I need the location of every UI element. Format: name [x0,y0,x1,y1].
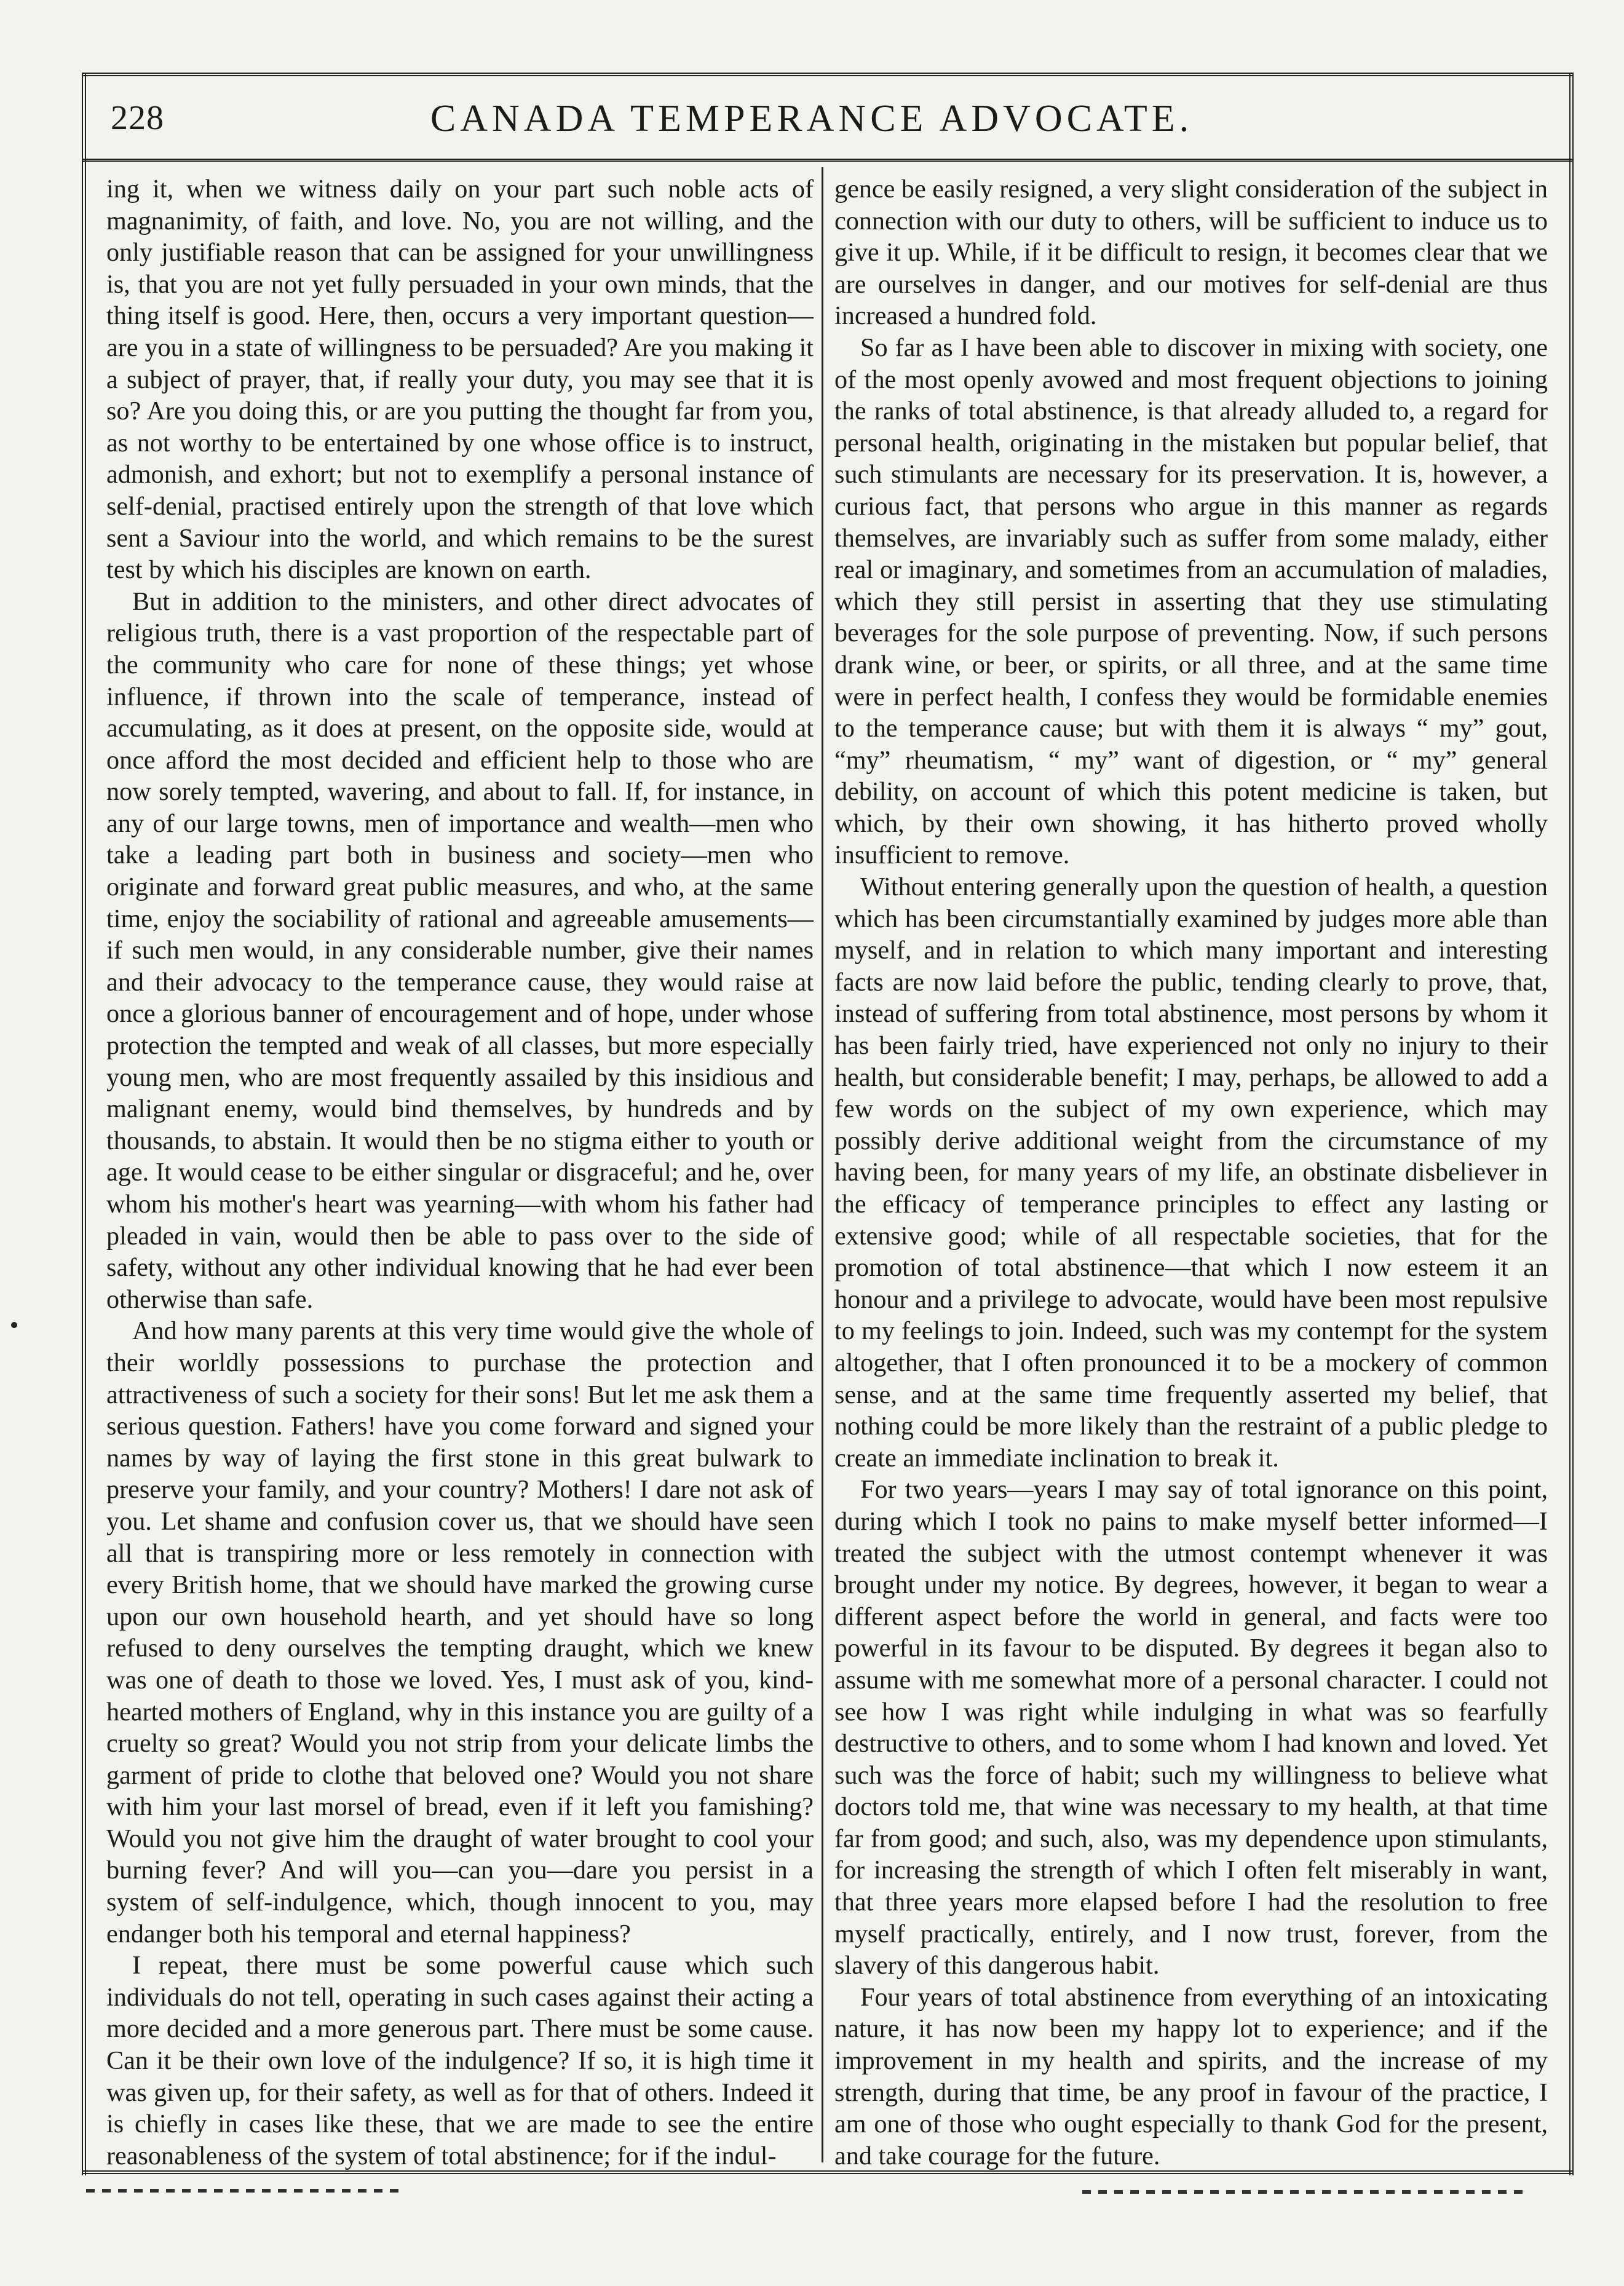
right-paragraph-5: Four years of total abstinence from everything of an intoxicating nature, it has now been my happy lot to experience; and if the improvement in my health and spirits, and the increase of my strength, during that time, be any proof in favour of the practice, I am one of those who ought especially to thank God for the present, and take courage for the future. [834,1982,1548,2170]
print-noise [1082,2190,1525,2194]
right-paragraph-1: gence be easily resigned, a very slight consideration of the subject in connection with our duty to others, will be sufficient to induce us to give it up. While, if it be difficult to resign, it becomes clear that we are ourselves in danger, and our motives for self-denial are thus increased a hundred fold. [834,175,1548,331]
right-paragraph-4: For two years—years I may say of total ignorance on this point, during which I took no pains to make myself better informed—I treated the subject with the utmost contempt whenever it was brought under my notice. By degrees, however, it began to wear a different aspect before the world in general, and facts were too powerful in its favour to be disputed. By degrees it began also to assume with me somewhat more of a personal character. I could not see how I was right while indulging in what was so fearfully destructive to others, and to some whom I had known and loved. Yet such was the force of habit; such my willingness to believe what doctors told me, that wine was necessary to my health, at that time far from good; and such, also, was my dependence upon stimulants, for increasing the strength of which I often felt miserably in want, that three years more elapsed before I had the resolution to free myself practically, entirely, and I now trust, forever, from the slavery of this dangerous habit. [834,1475,1548,1980]
left-paragraph-4: I repeat, there must be some powerful cause which such individuals do not tell, operating in such cases against their acting a more decided and a more generous part. There must be some cause. Can it be their own love of the indulgence? If so, it is high time it was given up, for their safety, as well as for that of others. Indeed it is chiefly in cases like these, that we are made to see the entire reasonableness of the system of total abstinence; for if the indul- [106,1951,814,2170]
ink-speck [11,1322,17,1328]
right-column [834,173,1548,2172]
right-paragraph-3: Without entering generally upon the question of health, a question which has been circumstantially examined by judges more able than myself, and in relation to which many important and interesting facts are now laid before the public, tending clearly to prove, that, instead of suffering from total abstinence, most persons by whom it has been fairly tried, have experienced not only no injury to their health, but considerable benefit; I may, perhaps, be allowed to add a few words on the subject of my own experience, which may possibly derive additional weight from the circumstance of my having been, for many years of my life, an obstinate disbeliever in the efficacy of temperance principles to effect any lasting or extensive good; while of all respectable societies, that for the promotion of total abstinence—that which I now esteem it an honour and a privilege to advocate, would have been most repulsive to my feelings to join. Indeed, such was my contempt for the system altogether, that I often pronounced it to be a mockery of common sense, and at the same time frequently asserted my belief, that nothing could be more likely than the restraint of a public pledge to create an immediate inclination to break it. [834,872,1548,1473]
left-paragraph-2: But in addition to the ministers, and other direct advocates of religious truth, there is a vast proportion of the respectable part of the community who care for none of these things; yet whose influence, if thrown into the scale of temperance, instead of accumulating, as it does at present, on the opposite side, would at once afford the most decided and efficient help to those who are now sorely tempted, wavering, and about to fall. If, for instance, in any of our large towns, men of importance and wealth—men who take a leading part both in business and society—men who originate and forward great public measures, and who, at the same time, enjoy the sociability of rational and agreeable amusements—if such men would, in any considerable number, give their names and their advocacy to the temperance cause, they would raise at once a glorious banner of encouragement and of hope, under whose protection the tempted and weak of all classes, but more especially young men, who are most frequently assailed by this insidious and malignant enemy, would bind themselves, by hundreds and by thousands, to abstain. It would then be no stigma either to youth or age. It would cease to be either singular or disgraceful; and he, over whom his mother's heart was yearning—with whom his father had pleaded in vain, would then be able to pass over to the side of safety, without any other individual knowing that he had ever been otherwise than safe. [106,587,814,1314]
left-paragraph-3: And how many parents at this very time would give the whole of their worldly possessions to purchase the protection and attractiveness of such a society for their sons! But let me ask them a serious question. Fathers! have you come forward and signed your names by way of laying the first stone in this great bulwark to preserve your family, and your country? Mothers! I dare not ask of you. Let shame and confusion cover us, that we should have seen all that is transpiring more or less remotely in connection with every British home, that we should have marked the growing curse upon our own household hearth, and yet should have so long refused to deny ourselves the tempting draught, which we knew was one of death to those we loved. Yes, I must ask of you, kind-hearted mothers of England, why in this instance you are guilty of a cruelty so great? Would you not strip from your delicate limbs the garment of pride to clothe that beloved one? Would you not share with him your last morsel of bread, even if it left you famishing? Would you not give him the draught of water brought to cool your burning fever? And will you—can you—dare you persist in a system of self-indulgence, which, though innocent to you, may endanger both his temporal and eternal happiness? [106,1316,814,1948]
print-noise [86,2189,406,2193]
masthead-title: CANADA TEMPERANCE ADVOCATE. [430,98,1194,140]
header-rule [82,159,1574,162]
page-number: 228 [111,99,164,137]
left-column [106,173,814,2172]
left-paragraph-1: ing it, when we witness daily on your part such noble acts of magnanimity, of faith, and love. No, you are not willing, and the only justifiable reason that can be assigned for your unwillingness is, that you are not yet fully persuaded in your own minds, that the thing itself is good. Here, then, occurs a very important question—are you in a state of willingness to be persuaded? Are you making it a subject of prayer, that, if really your duty, you may see that it is so? Are you doing this, or are you putting the thought far from you, as not worthy to be entertained by one whose office is to instruct, admonish, and exhort; but not to exemplify a personal instance of self-denial, practised entirely upon the strength of that love which sent a Saviour into the world, and which remains to be the surest test by which his disciples are known on earth. [106,175,814,585]
right-paragraph-2: So far as I have been able to discover in mixing with society, one of the most openly avowed and most frequent objections to joining the ranks of total abstinence, is that already alluded to, a regard for personal health, originating in the mistaken but popular belief, that such stimulants are necessary for its preservation. It is, however, a curious fact, that persons who argue in this manner as regards themselves, are invariably such as suffer from some malady, either real or imaginary, and sometimes from an accumulation of maladies, which they still persist in asserting that they use stimulating beverages for the sole purpose of preventing. Now, if such persons drank wine, or beer, or spirits, or all three, and at the same time were in perfect health, I confess they would be formidable enemies to the temperance cause; but with them it is always “ my” gout, “my” rheumatism, “ my” want of digestion, or “ my” general debility, on account of which this potent medicine is taken, but which, by their own showing, it has hitherto proved wholly insufficient to remove. [834,333,1548,870]
column-divider [822,167,823,2162]
